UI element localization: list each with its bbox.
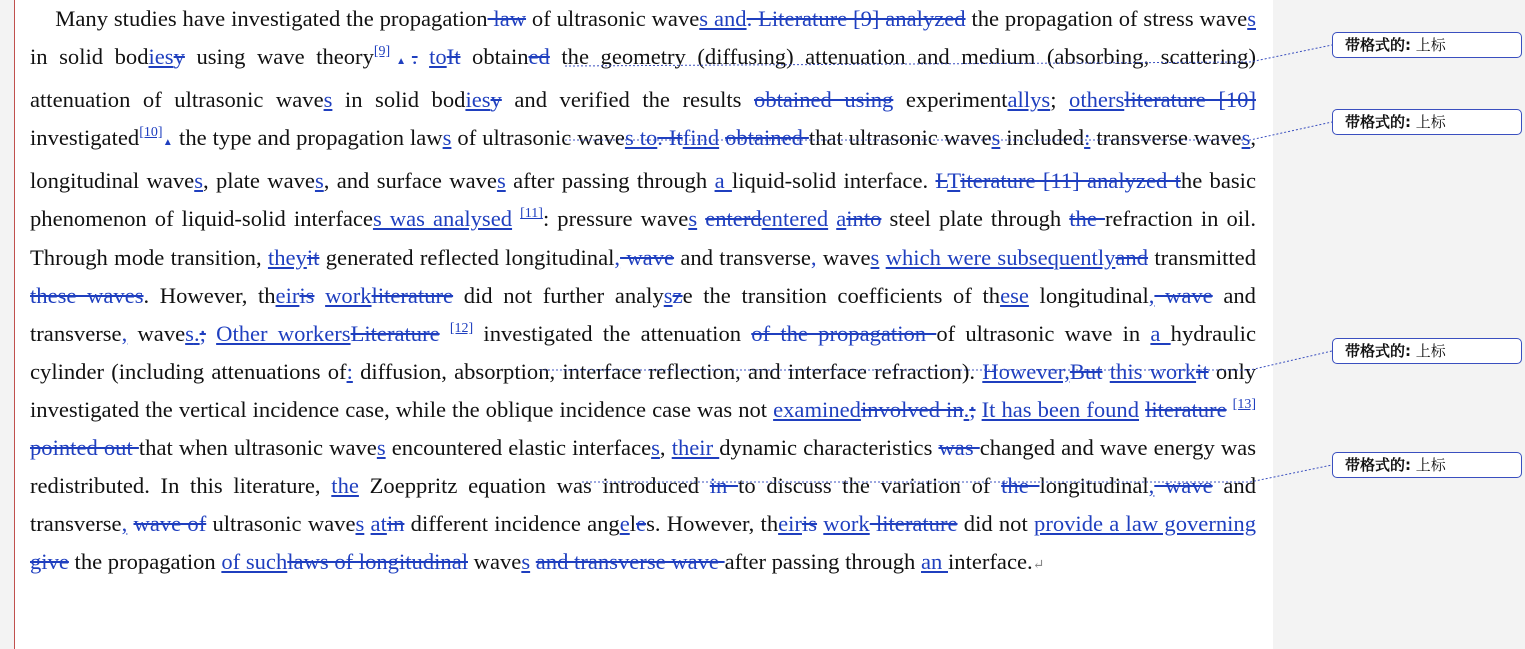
deletion[interactable]: the — [1001, 473, 1040, 499]
insertion[interactable]: a — [836, 206, 847, 232]
text-run: and verified the results — [501, 87, 755, 113]
text-run: after passing through — [724, 549, 922, 575]
paragraph-mark: ↵ — [1032, 558, 1045, 574]
deletion[interactable]: Literature — [350, 320, 440, 346]
comment-label: 带格式的: — [1345, 113, 1411, 131]
text-run: that ultrasonic wave — [808, 125, 992, 151]
deletion[interactable]: wave of — [133, 511, 207, 537]
deletion[interactable]: literature [10] — [1124, 87, 1256, 113]
insertion[interactable]: . — [193, 320, 200, 346]
deletion[interactable]: literature — [1145, 396, 1227, 422]
citation-insertion[interactable]: [11] — [520, 206, 543, 222]
insertion[interactable]: However, — [982, 358, 1070, 384]
deletion[interactable]: y — [490, 87, 502, 113]
text-run — [418, 44, 430, 69]
deletion[interactable]: pointed out — [30, 435, 139, 461]
deletion[interactable]: give — [30, 549, 69, 575]
text-run: interface. — [948, 549, 1033, 575]
comment-label: 带格式的: — [1345, 342, 1411, 360]
text-run: changed and wave energy was redistributed. In this literature, — [30, 435, 1256, 499]
insertion[interactable]: : — [1084, 125, 1091, 151]
text-run — [512, 206, 520, 231]
text-run: wave — [127, 320, 186, 346]
text-run: wave — [468, 549, 522, 575]
insertion[interactable]: examined — [773, 396, 861, 422]
insertion[interactable]: T — [947, 168, 961, 194]
insertion[interactable]: s was analysed — [372, 206, 513, 232]
format-change-marker[interactable]: ▲ — [162, 137, 174, 149]
deletion[interactable]: in — [709, 473, 739, 499]
text-run: , plate wave — [203, 168, 315, 194]
insertion[interactable]: Other workers — [216, 320, 351, 346]
insertion[interactable]: the — [331, 473, 359, 499]
insertion[interactable]: s — [651, 435, 660, 461]
deletion[interactable]: L — [935, 168, 948, 194]
insertion[interactable]: , — [614, 244, 621, 270]
deletion[interactable]: involved in — [860, 396, 964, 422]
insertion[interactable]: e — [619, 511, 630, 537]
deletion[interactable]: wave — [1154, 282, 1213, 308]
text-run: in solid bod — [332, 87, 466, 113]
comment-label: 带格式的: — [1345, 456, 1411, 474]
insertion[interactable]: s — [688, 206, 698, 232]
insertion[interactable]: s and — [699, 6, 747, 31]
text-run — [314, 283, 325, 308]
insertion[interactable]: this work — [1109, 358, 1197, 384]
deletion[interactable]: into — [846, 206, 882, 232]
insertion[interactable]: work — [325, 282, 372, 308]
insertion[interactable]: s — [496, 168, 506, 194]
text-run: investigated the attenuation — [473, 320, 752, 346]
text-run — [697, 206, 705, 231]
text-run: of ultrasonic wave in — [936, 320, 1151, 346]
comment-label: 带格式的: — [1345, 36, 1411, 54]
deletion[interactable]: is — [299, 282, 315, 308]
deletion[interactable]: is — [801, 511, 818, 537]
text-run: l — [629, 511, 637, 537]
insertion[interactable]: ese — [1000, 282, 1029, 308]
text-run: dynamic characteristics — [719, 435, 939, 461]
deletion[interactable]: laws of longitudinal — [287, 549, 468, 575]
deletion[interactable]: z — [672, 282, 683, 308]
comment-balloon[interactable] — [1332, 452, 1522, 478]
text-run: investigated — [30, 125, 140, 151]
text-run: transmitted — [1148, 244, 1256, 270]
text-run: and transverse — [674, 244, 811, 270]
insertion[interactable]: s — [1247, 6, 1256, 31]
insertion[interactable]: , — [1148, 282, 1155, 308]
text-run: using wave theory — [184, 44, 374, 70]
text-run: in solid bod — [30, 44, 149, 70]
deletion[interactable]: it — [1196, 358, 1209, 384]
text-run — [828, 206, 836, 231]
deletion[interactable]: obtained using — [754, 87, 894, 113]
text-run: only investigated the vertical incidence case, while the oblique incidence case was not — [30, 358, 1257, 422]
text-run: ; — [1050, 87, 1070, 113]
text-run: of ultrasonic wave — [451, 125, 625, 151]
deletion[interactable]: and transverse wave — [535, 549, 725, 575]
deletion[interactable]: . It — [657, 125, 683, 151]
text-run: longitudinal — [1039, 473, 1149, 499]
insertion[interactable]: s to — [624, 125, 658, 151]
insertion[interactable]: others — [1069, 87, 1125, 113]
deletion[interactable]: of the propagation — [751, 320, 937, 346]
insertion[interactable]: , — [1148, 473, 1155, 499]
text-run: generated reflected longitudinal — [319, 244, 615, 270]
insertion[interactable]: entered — [761, 206, 829, 232]
text-run: different incidence ang — [404, 511, 620, 537]
format-change-marker[interactable]: ▲ — [390, 56, 412, 68]
comment-balloon[interactable] — [1332, 109, 1522, 135]
deletion[interactable]: iterature [11] analyzed t — [960, 168, 1181, 194]
text-run: refraction in oil. Through mode transition, — [30, 206, 1256, 270]
insertion[interactable]: : — [346, 358, 353, 384]
document-body[interactable] — [30, 0, 1256, 585]
deletion[interactable]: and — [1115, 244, 1149, 270]
text-run: s. However, th — [646, 511, 779, 537]
comment-balloon[interactable] — [1332, 338, 1522, 364]
citation-insertion[interactable]: [10] — [139, 125, 163, 141]
deletion[interactable]: the — [1069, 206, 1105, 232]
insertion[interactable]: s — [185, 320, 194, 346]
text-run: hydraulic cylinder (including attenuations of — [30, 320, 1256, 384]
text-run: e the transition coefficients of th — [682, 282, 1001, 308]
citation-insertion[interactable]: [12] — [449, 320, 474, 336]
text-run: the propagation of stress wave — [965, 6, 1248, 31]
insertion[interactable]: provide a law governing — [1034, 511, 1257, 537]
deletion[interactable]: ; — [969, 396, 976, 422]
insertion[interactable]: s — [314, 168, 324, 194]
text-run: did not — [957, 511, 1035, 537]
comment-value: 上标 — [1415, 36, 1446, 54]
deletion[interactable]: . — [411, 44, 418, 70]
deletion[interactable]: wave — [1154, 473, 1213, 499]
text-run: he basic phenomenon of liquid-solid interface — [30, 168, 1256, 232]
text-run — [440, 321, 450, 346]
text-run: the propagation — [68, 549, 222, 575]
text-run: ultrasonic wave — [206, 511, 356, 537]
text-run: , and surface wave — [323, 168, 497, 194]
text-run: that when ultrasonic wave — [138, 435, 377, 461]
deletion[interactable]: literature — [869, 511, 958, 537]
insertion[interactable]: s — [355, 511, 365, 537]
text-run: after passing through — [505, 168, 715, 194]
text-run: longitudinal — [1028, 282, 1149, 308]
insertion[interactable]: find — [682, 125, 720, 151]
text-run: and transverse — [30, 473, 1256, 537]
insertion[interactable]: they — [267, 244, 307, 270]
text-run: the geometry (diffusing) attenuation and medium (absorbing, scattering) attenuation of ultrasonic wave — [30, 44, 1257, 113]
insertion[interactable]: s — [194, 168, 204, 194]
insertion[interactable]: s — [323, 87, 333, 113]
text-run: steel plate through — [881, 206, 1070, 232]
deletion[interactable]: enterd — [705, 206, 762, 232]
insertion[interactable]: ies — [465, 87, 491, 113]
deletion[interactable]: y — [173, 44, 185, 70]
text-run: did not further analy — [453, 282, 664, 308]
insertion[interactable]: to — [429, 44, 447, 70]
text-run: : pressure wave — [542, 206, 689, 232]
insertion[interactable]: allys — [1007, 87, 1051, 113]
insertion[interactable]: It has been found — [981, 396, 1140, 422]
insertion[interactable]: s — [442, 125, 452, 151]
text-run: the type and propagation law — [173, 125, 443, 151]
deletion[interactable]: in — [386, 511, 405, 537]
text-run: included — [1000, 125, 1085, 151]
comment-balloon[interactable] — [1332, 32, 1522, 58]
text-run: liquid-solid interface. — [731, 168, 936, 194]
insertion[interactable]: s — [663, 282, 673, 308]
insertion[interactable]: work — [823, 511, 870, 537]
deletion[interactable]: ed — [528, 44, 550, 70]
insertion[interactable]: , — [810, 244, 817, 270]
deletion[interactable]: obtained — [725, 125, 809, 151]
text-run — [206, 321, 216, 346]
citation-insertion[interactable]: [9] — [373, 44, 391, 60]
deletion[interactable]: . Literature [9] analyzed — [746, 6, 966, 31]
deletion[interactable]: law — [487, 6, 527, 31]
insertion[interactable]: ies — [148, 44, 174, 70]
text-run: , — [659, 435, 672, 461]
citation-insertion[interactable]: [13] — [1232, 396, 1256, 412]
text-run: diffusion, absorption, interface reflection, and interface refraction). — [352, 358, 983, 384]
deletion[interactable]: But — [1069, 358, 1103, 384]
deletion[interactable]: it — [306, 244, 320, 270]
text-run: encountered elastic interface — [385, 435, 652, 461]
text-run: of ultrasonic wave — [526, 6, 700, 31]
text-run: and transverse — [30, 282, 1256, 346]
text-run: to discuss the variation of — [738, 473, 1002, 499]
text-run: experiment — [893, 87, 1008, 113]
insertion[interactable]: at — [370, 511, 387, 537]
insertion[interactable]: s — [991, 125, 1001, 151]
insertion[interactable]: a — [1150, 320, 1171, 346]
comment-value: 上标 — [1415, 113, 1446, 131]
text-run: Zoeppritz equation was introduced — [358, 473, 710, 499]
insertion[interactable]: , — [121, 320, 128, 346]
insertion[interactable]: s — [1241, 125, 1251, 151]
text-run: wave — [816, 244, 871, 270]
insertion[interactable]: eir — [778, 511, 802, 537]
text-run: obtain — [460, 44, 529, 70]
text-run: transverse wave — [1090, 125, 1242, 151]
deletion[interactable]: wave — [620, 244, 675, 270]
deletion[interactable]: was — [938, 435, 980, 461]
insertion[interactable]: eir — [275, 282, 300, 308]
comment-value: 上标 — [1415, 342, 1446, 360]
insertion[interactable]: of such — [221, 549, 288, 575]
paragraph[interactable] — [30, 0, 1256, 585]
insertion[interactable]: their — [671, 435, 720, 461]
deletion[interactable]: It — [446, 44, 461, 70]
insertion[interactable]: which were subsequently — [885, 244, 1116, 270]
text-run: . However, th — [143, 282, 276, 308]
insertion[interactable]: s — [521, 549, 531, 575]
insertion[interactable]: s — [376, 435, 386, 461]
insertion[interactable]: an — [921, 549, 948, 575]
deletion[interactable]: e — [636, 511, 647, 537]
insertion[interactable]: a — [714, 168, 732, 194]
insertion[interactable]: . — [963, 396, 970, 422]
text-run — [1103, 359, 1110, 384]
insertion[interactable]: s — [870, 244, 880, 270]
text-run: Many studies have investigated the propagation — [55, 6, 488, 31]
deletion[interactable]: literature — [371, 282, 454, 308]
insertion[interactable]: , — [121, 511, 128, 537]
comment-value: 上标 — [1415, 456, 1446, 474]
document-page — [14, 0, 1273, 649]
deletion[interactable]: these waves — [30, 282, 144, 308]
text-run: , longitudinal wave — [30, 125, 1257, 194]
deletion[interactable]: ; — [199, 320, 206, 346]
